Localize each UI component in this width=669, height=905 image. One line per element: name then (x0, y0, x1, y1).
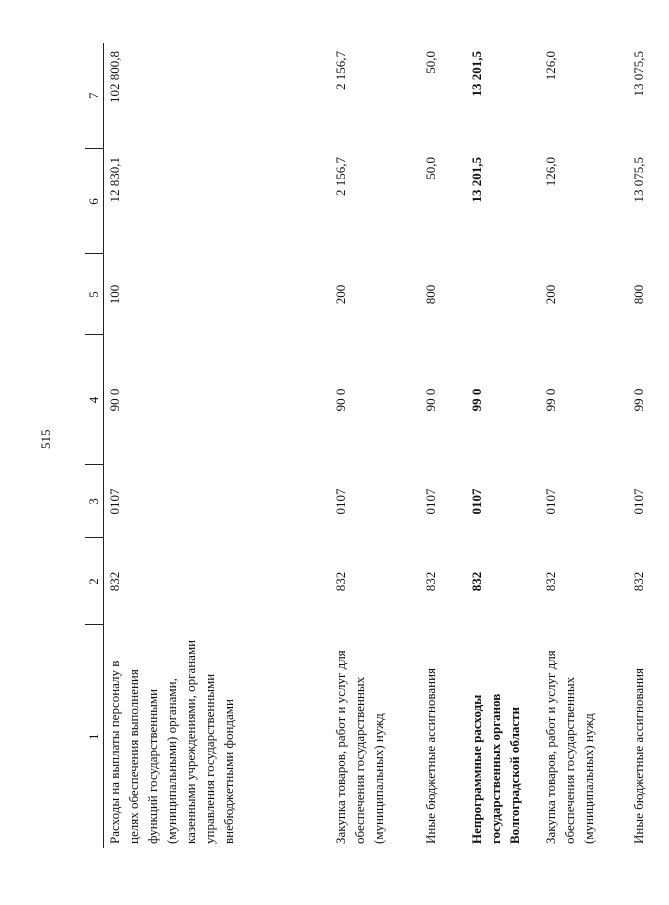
header-col-5: 5 (85, 254, 104, 335)
row-admin-code: 832 (107, 571, 122, 592)
header-col-6: 6 (85, 149, 104, 254)
row-value-6: 13 201,5 (469, 157, 484, 203)
row-expense-code: 800 (423, 284, 438, 305)
table-row (104, 43, 331, 848)
row-expense-code (466, 254, 540, 335)
row-admin-code: 832 (543, 571, 558, 592)
header-col-3: 3 (85, 465, 104, 538)
row-expense-code: 200 (333, 284, 348, 305)
row-name: Расходы на выплаты персоналу в целях обеспечения выполнения функций государственными (муниципальными) органами, казенными учреждениями, органами управления государственными внебюджетными фондами (107, 639, 236, 844)
header-col-7: 7 (85, 43, 104, 149)
row-value-6: 13 075,5 (631, 157, 646, 203)
row-expense-code: 200 (543, 284, 558, 305)
row-value-6: 2 156,7 (333, 157, 348, 196)
header-col-2: 2 (85, 538, 104, 625)
row-name: Закупка товаров, работ и услуг для обеспечения государственных (муниципальных) нужд (333, 650, 386, 844)
row-article-code: 90 0 (333, 388, 348, 412)
row-admin-code: 832 (469, 571, 484, 592)
row-section-code: 0107 (543, 488, 558, 515)
row-value-7: 102 800,8 (107, 51, 122, 103)
page-number: 515 (38, 429, 53, 449)
table-row (540, 43, 628, 848)
row-name: Иные бюджетные ассигнования (423, 667, 438, 844)
row-name: Иные бюджетные ассигнования (631, 667, 646, 844)
row-article-code: 99 0 (631, 388, 646, 412)
header-col-1: 1 (85, 625, 104, 848)
row-admin-code: 832 (631, 571, 646, 592)
row-value-6: 12 830,1 (107, 157, 122, 203)
row-section-code: 0107 (423, 488, 438, 515)
row-value-6: 50,0 (423, 157, 438, 180)
rotated-page (85, 43, 646, 848)
row-name: Закупка товаров, работ и услуг для обеспечения государственных (муниципальных) нужд (543, 650, 596, 844)
row-section-code: 0107 (107, 488, 122, 515)
row-name: Непрограммные расходы государственных органов Волгоградской области (469, 693, 522, 844)
row-article-code: 90 0 (423, 388, 438, 412)
row-value-7: 126,0 (543, 51, 558, 81)
row-expense-code: 100 (107, 284, 122, 305)
row-expense-code: 800 (631, 284, 646, 305)
row-value-6: 126,0 (543, 157, 558, 187)
row-value-7: 13 075,5 (631, 51, 646, 97)
table-row-subtotal (466, 43, 540, 848)
row-section-code: 0107 (333, 488, 348, 515)
table-header-row (85, 43, 104, 848)
row-admin-code: 832 (423, 571, 438, 592)
header-col-4: 4 (85, 335, 104, 465)
row-section-code: 0107 (631, 488, 646, 515)
row-article-code: 99 0 (543, 388, 558, 412)
budget-table (85, 43, 669, 848)
row-value-7: 50,0 (423, 51, 438, 74)
row-admin-code: 832 (333, 571, 348, 592)
row-article-code: 90 0 (107, 388, 122, 412)
row-article-code: 99 0 (469, 388, 484, 412)
table-row (330, 43, 420, 848)
row-value-7: 13 201,5 (469, 51, 484, 97)
table-row (420, 43, 466, 848)
row-section-code: 0107 (469, 488, 484, 515)
row-value-7: 2 156,7 (333, 51, 348, 90)
table-row (628, 43, 669, 848)
